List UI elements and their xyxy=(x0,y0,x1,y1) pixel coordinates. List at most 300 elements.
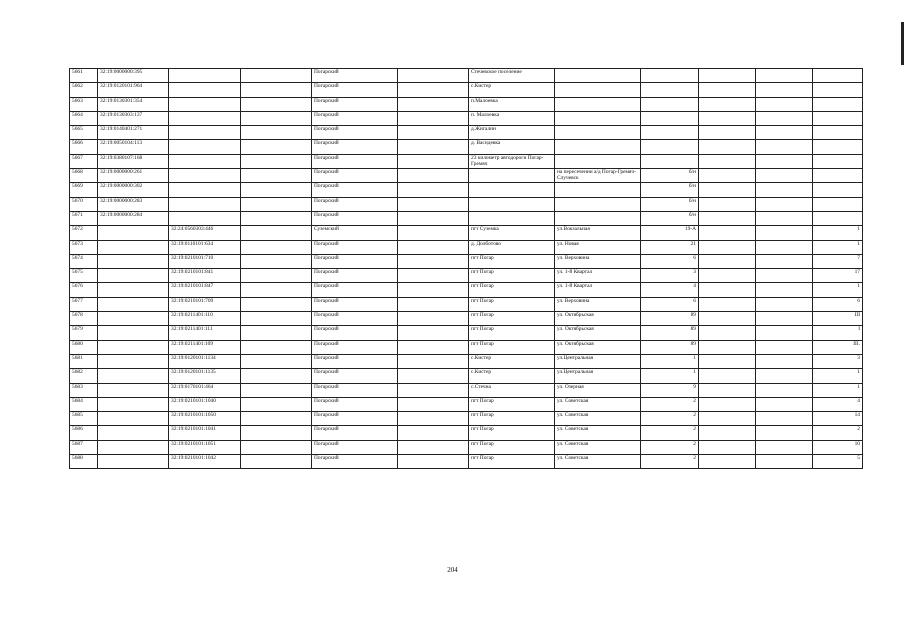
table-cell xyxy=(756,383,813,397)
table-row xyxy=(70,397,863,411)
table-cell: 5669 xyxy=(70,183,98,197)
table-cell: ул. Советская xyxy=(555,426,641,440)
table-cell xyxy=(169,154,241,168)
table-cell: ул. 1-й Квартал xyxy=(555,283,641,297)
table-cell xyxy=(641,69,699,83)
table-row xyxy=(70,183,863,197)
table-cell: 32:19:0000000:395 xyxy=(98,69,169,83)
table-cell: 1 xyxy=(813,383,863,397)
table-cell: 32:19:0210101:709 xyxy=(169,297,241,311)
table-cell xyxy=(813,154,863,168)
table-cell xyxy=(98,269,169,283)
table-cell: б/н xyxy=(641,169,699,183)
table-cell: ул.Вокзальная xyxy=(555,226,641,240)
table-cell xyxy=(469,169,555,183)
table-cell xyxy=(241,240,312,254)
table-cell: ул. Верховина xyxy=(555,297,641,311)
table-cell xyxy=(756,254,813,268)
table-row xyxy=(70,197,863,211)
table-cell: пгт Погар xyxy=(469,297,555,311)
table-cell: пгт Погар xyxy=(469,283,555,297)
table-cell: 5680 xyxy=(70,340,98,354)
table-cell: 32:19:0000000:284 xyxy=(98,211,169,225)
table-cell xyxy=(398,412,469,426)
registry-table xyxy=(69,68,863,469)
table-cell xyxy=(398,254,469,268)
table-cell: 5665 xyxy=(70,126,98,140)
table-cell: Погарский xyxy=(312,283,398,297)
table-cell xyxy=(398,154,469,168)
table-cell xyxy=(699,211,756,225)
table-cell xyxy=(555,211,641,225)
table-cell: I xyxy=(813,326,863,340)
table-cell xyxy=(555,83,641,97)
table-cell: Погарский xyxy=(312,197,398,211)
table-cell xyxy=(641,83,699,97)
table-cell: 5674 xyxy=(70,254,98,268)
table-cell: д. Долботово xyxy=(469,240,555,254)
table-cell: Погарский xyxy=(312,211,398,225)
table-cell: ул. Советская xyxy=(555,455,641,469)
table-cell xyxy=(169,126,241,140)
table-cell: Погарский xyxy=(312,383,398,397)
table-cell xyxy=(756,283,813,297)
table-cell xyxy=(756,169,813,183)
table-cell xyxy=(98,440,169,454)
table-cell xyxy=(241,426,312,440)
table-cell xyxy=(169,169,241,183)
table-cell: ул. Октябрьская xyxy=(555,326,641,340)
table-cell xyxy=(241,154,312,168)
table-cell: 5687 xyxy=(70,440,98,454)
table-cell: 2 xyxy=(641,397,699,411)
table-cell: пгт Погар xyxy=(469,397,555,411)
table-cell xyxy=(813,197,863,211)
table-cell xyxy=(756,412,813,426)
table-row xyxy=(70,140,863,154)
table-row xyxy=(70,126,863,140)
table-cell xyxy=(699,197,756,211)
table-cell xyxy=(98,397,169,411)
table-cell: 2 xyxy=(813,426,863,440)
table-cell xyxy=(813,169,863,183)
table-cell: п.Малоевка xyxy=(469,97,555,111)
table-cell xyxy=(241,326,312,340)
table-cell: пгт Погар xyxy=(469,326,555,340)
table-cell xyxy=(241,126,312,140)
table-cell xyxy=(398,455,469,469)
table-cell: 32:19:0120101:964 xyxy=(98,83,169,97)
table-cell: Погарский xyxy=(312,412,398,426)
table-cell xyxy=(98,354,169,368)
table-row xyxy=(70,440,863,454)
table-cell xyxy=(756,326,813,340)
table-cell xyxy=(756,97,813,111)
table-cell xyxy=(756,297,813,311)
table-cell: 5684 xyxy=(70,397,98,411)
table-cell: 5685 xyxy=(70,412,98,426)
table-cell: 32:19:0210101:1050 xyxy=(169,412,241,426)
table-cell: 5686 xyxy=(70,426,98,440)
table-cell xyxy=(241,140,312,154)
table-cell: Погарский xyxy=(312,83,398,97)
table-cell: 6 xyxy=(813,297,863,311)
table-cell xyxy=(641,111,699,125)
table-cell xyxy=(398,197,469,211)
table-cell xyxy=(241,226,312,240)
table-cell: 5661 xyxy=(70,69,98,83)
table-cell: 7 xyxy=(813,254,863,268)
table-cell xyxy=(398,369,469,383)
table-cell: Погарский xyxy=(312,254,398,268)
table-cell xyxy=(241,340,312,354)
table-cell xyxy=(641,126,699,140)
table-cell xyxy=(756,354,813,368)
table-cell: с.Кистер xyxy=(469,354,555,368)
table-cell: п. Малоевка xyxy=(469,111,555,125)
table-cell xyxy=(169,140,241,154)
table-cell: 5679 xyxy=(70,326,98,340)
table-cell: Погарский xyxy=(312,426,398,440)
table-cell: ул. 1-й Квартал xyxy=(555,269,641,283)
table-cell: 14 xyxy=(813,412,863,426)
table-cell: Погарский xyxy=(312,154,398,168)
table-cell xyxy=(398,426,469,440)
table-cell xyxy=(241,412,312,426)
table-cell xyxy=(398,269,469,283)
table-cell xyxy=(98,426,169,440)
table-row xyxy=(70,340,863,354)
table-cell: 1 xyxy=(641,369,699,383)
table-cell xyxy=(555,126,641,140)
table-cell xyxy=(699,69,756,83)
table-cell xyxy=(241,97,312,111)
table-cell: ул. Октябрьская xyxy=(555,340,641,354)
table-cell xyxy=(398,97,469,111)
table-cell: Суземский xyxy=(312,226,398,240)
table-cell xyxy=(699,412,756,426)
table-cell xyxy=(241,83,312,97)
table-cell: 5663 xyxy=(70,97,98,111)
margin-bar xyxy=(901,22,904,65)
table-cell xyxy=(756,183,813,197)
table-cell: 2 xyxy=(641,440,699,454)
table-cell xyxy=(756,226,813,240)
table-cell: 5683 xyxy=(70,383,98,397)
table-cell: Погарский xyxy=(312,240,398,254)
table-cell xyxy=(756,397,813,411)
table-cell xyxy=(555,97,641,111)
table-cell xyxy=(555,140,641,154)
table-cell xyxy=(699,354,756,368)
table-cell xyxy=(169,111,241,125)
table-cell: пгт Погар xyxy=(469,455,555,469)
table-cell: ул. Советская xyxy=(555,397,641,411)
table-row xyxy=(70,326,863,340)
table-cell: б/н xyxy=(641,211,699,225)
table-cell xyxy=(756,211,813,225)
table-cell xyxy=(756,83,813,97)
table-cell xyxy=(756,240,813,254)
table-cell: 3 xyxy=(641,269,699,283)
table-row xyxy=(70,354,863,368)
table-cell xyxy=(699,254,756,268)
table-cell xyxy=(241,183,312,197)
table-cell xyxy=(241,197,312,211)
table-cell xyxy=(756,426,813,440)
table-cell: 10 xyxy=(813,440,863,454)
table-cell: 89 xyxy=(641,340,699,354)
table-cell xyxy=(398,340,469,354)
table-cell xyxy=(813,97,863,111)
table-cell xyxy=(241,169,312,183)
table-cell: пгт Погар xyxy=(469,412,555,426)
table-cell xyxy=(98,283,169,297)
table-cell: пгт Погар xyxy=(469,269,555,283)
table-cell: 6 xyxy=(641,254,699,268)
table-cell: ул. Новая xyxy=(555,240,641,254)
table-cell xyxy=(398,354,469,368)
table-cell: 9 xyxy=(641,383,699,397)
table-cell: 32:19:0210101:1040 xyxy=(169,397,241,411)
table-cell: с.Кистер xyxy=(469,369,555,383)
table-cell: 5668 xyxy=(70,169,98,183)
table-cell xyxy=(813,140,863,154)
table-cell: 5666 xyxy=(70,140,98,154)
table-cell: б/н xyxy=(641,183,699,197)
table-cell xyxy=(469,183,555,197)
table-cell xyxy=(756,369,813,383)
table-cell xyxy=(756,111,813,125)
table-row xyxy=(70,297,863,311)
table-cell xyxy=(813,69,863,83)
table-cell xyxy=(241,397,312,411)
table-cell xyxy=(98,340,169,354)
table-cell: 32:19:0000000:283 xyxy=(98,197,169,211)
table-cell: д. Васидевка xyxy=(469,140,555,154)
table-cell xyxy=(699,97,756,111)
table-cell: ул.Центральная xyxy=(555,354,641,368)
table-cell xyxy=(699,455,756,469)
table-cell: ул. Октябрьская xyxy=(555,312,641,326)
table-cell: 32:19:0170101:464 xyxy=(169,383,241,397)
table-cell xyxy=(241,369,312,383)
table-cell: ул. Советская xyxy=(555,440,641,454)
table-cell: III xyxy=(813,312,863,326)
table-cell: ул.Центральная xyxy=(555,369,641,383)
table-cell: 1 xyxy=(641,354,699,368)
table-cell xyxy=(555,69,641,83)
table-cell xyxy=(398,383,469,397)
table-cell: Погарский xyxy=(312,69,398,83)
table-cell xyxy=(756,140,813,154)
table-cell: 3 xyxy=(813,354,863,368)
table-row xyxy=(70,283,863,297)
table-cell: 5662 xyxy=(70,83,98,97)
table-cell xyxy=(241,269,312,283)
table-cell: 5678 xyxy=(70,312,98,326)
table-cell: 32:19:0110101:634 xyxy=(169,240,241,254)
table-row xyxy=(70,111,863,125)
table-cell: 89 xyxy=(641,326,699,340)
table-cell: 89 xyxy=(641,312,699,326)
table-cell: 32:19:0211401:110 xyxy=(169,312,241,326)
table-cell: 32:19:0120101:1134 xyxy=(169,354,241,368)
table-cell xyxy=(241,455,312,469)
table-cell xyxy=(555,197,641,211)
table-cell xyxy=(699,312,756,326)
table-cell xyxy=(756,455,813,469)
table-cell: Погарский xyxy=(312,126,398,140)
table-cell xyxy=(169,197,241,211)
table-cell xyxy=(756,340,813,354)
table-cell xyxy=(469,211,555,225)
table-cell: 32:19:0210101:1051 xyxy=(169,440,241,454)
table-cell xyxy=(241,283,312,297)
table-cell xyxy=(398,440,469,454)
table-cell xyxy=(555,183,641,197)
table-cell xyxy=(813,211,863,225)
table-cell xyxy=(641,140,699,154)
table-row xyxy=(70,412,863,426)
table-cell xyxy=(98,455,169,469)
table-cell: 5672 xyxy=(70,226,98,240)
table-cell: Погарский xyxy=(312,354,398,368)
table-cell xyxy=(241,297,312,311)
table-cell xyxy=(813,126,863,140)
table-cell xyxy=(169,97,241,111)
table-row xyxy=(70,69,863,83)
table-cell: Стечевское поселение xyxy=(469,69,555,83)
table-cell: ул. Советская xyxy=(555,412,641,426)
table-cell: 5675 xyxy=(70,269,98,283)
table-cell xyxy=(241,69,312,83)
table-cell: пгт Погар xyxy=(469,440,555,454)
table-cell xyxy=(699,397,756,411)
table-row xyxy=(70,383,863,397)
table-cell xyxy=(813,183,863,197)
table-cell xyxy=(398,169,469,183)
table-cell: 32:19:0211401:111 xyxy=(169,326,241,340)
table-cell xyxy=(98,297,169,311)
table-cell: Погарский xyxy=(312,297,398,311)
table-cell: пгт Погар xyxy=(469,340,555,354)
table-cell xyxy=(241,111,312,125)
page-number: 204 xyxy=(447,566,458,574)
table-cell xyxy=(398,83,469,97)
table-cell xyxy=(699,83,756,97)
table-cell xyxy=(699,283,756,297)
table-cell xyxy=(641,97,699,111)
table-cell: пгт Погар xyxy=(469,426,555,440)
table-cell xyxy=(699,240,756,254)
table-cell xyxy=(98,226,169,240)
table-cell xyxy=(398,240,469,254)
table-cell xyxy=(756,197,813,211)
table-cell: с.Стечна xyxy=(469,383,555,397)
table-cell xyxy=(241,440,312,454)
table-cell: Погарский xyxy=(312,440,398,454)
table-cell xyxy=(169,211,241,225)
table-cell: пгт Погар xyxy=(469,254,555,268)
table-cell: 5673 xyxy=(70,240,98,254)
table-cell xyxy=(699,226,756,240)
table-cell xyxy=(641,154,699,168)
table-cell xyxy=(398,126,469,140)
table-cell: на пересечении а/д Погар-Гремяч-Случевск xyxy=(555,169,641,183)
table-cell: 32:19:0210101:847 xyxy=(169,283,241,297)
table-row xyxy=(70,455,863,469)
table-cell xyxy=(169,183,241,197)
table-cell: 17 xyxy=(813,269,863,283)
table-cell xyxy=(813,83,863,97)
table-cell xyxy=(241,312,312,326)
table-cell xyxy=(98,254,169,268)
table-cell: 2 xyxy=(641,412,699,426)
table-cell xyxy=(398,397,469,411)
table-row xyxy=(70,254,863,268)
table-cell: Погарский xyxy=(312,169,398,183)
table-cell xyxy=(98,240,169,254)
table-cell xyxy=(699,111,756,125)
table-row xyxy=(70,97,863,111)
table-cell: 21 xyxy=(641,240,699,254)
table-row xyxy=(70,211,863,225)
table-cell: 5681 xyxy=(70,354,98,368)
table-cell xyxy=(98,412,169,426)
table-cell: пгт Суземка xyxy=(469,226,555,240)
table-cell xyxy=(98,369,169,383)
table-cell: 32:19:0380107:168 xyxy=(98,154,169,168)
table-cell: 32:19:0050104:113 xyxy=(98,140,169,154)
table-row xyxy=(70,226,863,240)
table-cell xyxy=(555,154,641,168)
table-cell xyxy=(398,211,469,225)
table-cell: Погарский xyxy=(312,369,398,383)
table-cell: III. xyxy=(813,340,863,354)
table-cell: 5667 xyxy=(70,154,98,168)
table-cell xyxy=(169,83,241,97)
table-row xyxy=(70,154,863,168)
table-cell: 1 xyxy=(813,240,863,254)
table-row xyxy=(70,83,863,97)
table-cell: Погарский xyxy=(312,397,398,411)
table-cell xyxy=(398,283,469,297)
table-cell xyxy=(756,154,813,168)
table-cell xyxy=(756,69,813,83)
table-cell xyxy=(98,326,169,340)
table-cell: 32:19:0140401:271 xyxy=(98,126,169,140)
table-cell: с.Кистер xyxy=(469,83,555,97)
table-cell: 5682 xyxy=(70,369,98,383)
table-cell: Погарский xyxy=(312,183,398,197)
table-cell: Погарский xyxy=(312,140,398,154)
table-cell: 1 xyxy=(813,369,863,383)
table-row xyxy=(70,369,863,383)
table-cell: 5671 xyxy=(70,211,98,225)
table-row xyxy=(70,312,863,326)
table-cell xyxy=(699,440,756,454)
table-row xyxy=(70,169,863,183)
table-cell xyxy=(699,269,756,283)
table-cell xyxy=(555,111,641,125)
table-cell: 23 километр автодороги Погар-Гремяч xyxy=(469,154,555,168)
table-cell xyxy=(398,69,469,83)
table-cell xyxy=(699,169,756,183)
table-cell: 6 xyxy=(641,297,699,311)
table-cell: 32:19:0000000:302 xyxy=(98,183,169,197)
table-cell: б/н xyxy=(641,197,699,211)
